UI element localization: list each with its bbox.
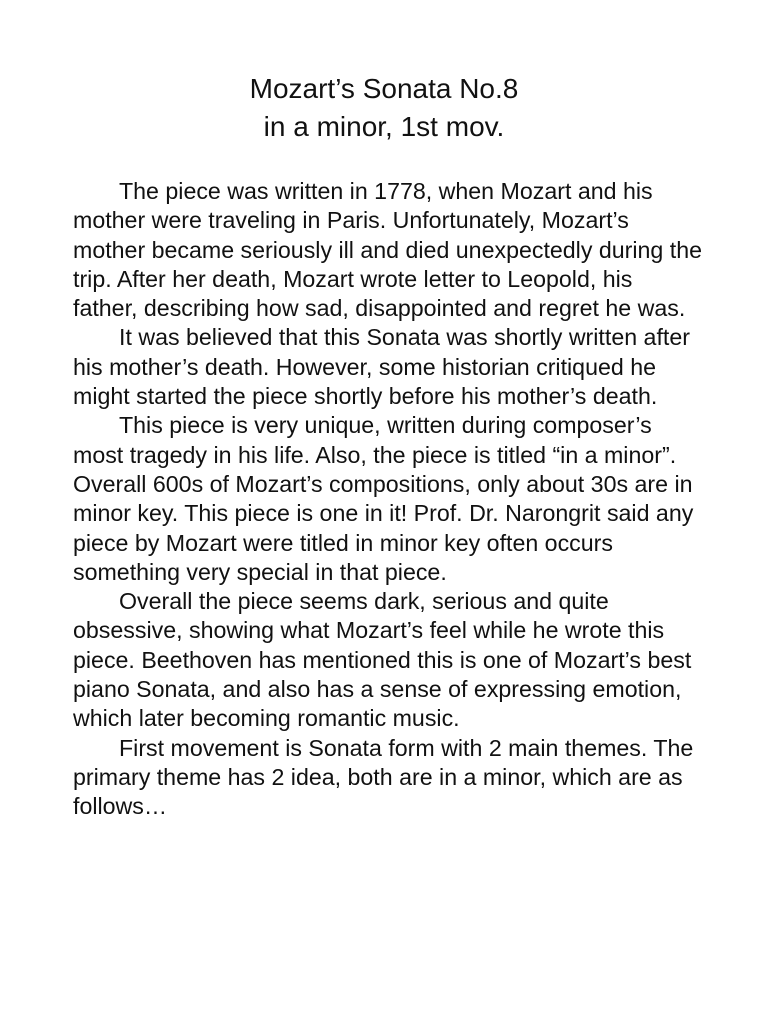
paragraph-character: Overall the piece seems dark, serious and quite obsessive, showing what Mozart’s feel while he wrote this piece. Beethoven has mentioned this is one of Mozart’s best piano Sonata, and also has a sense of expressing emotion, which later becoming romantic music. bbox=[73, 588, 692, 732]
paragraph-history: The piece was written in 1778, when Mozart and his mother were traveling in Paris. Unfortunately, Mozart’s mother became seriously ill and died unexpectedly during the trip. After her death, Mozart wrote letter to Leopold, his father, describing how sad, disappointed and regret he was. bbox=[73, 178, 703, 322]
paragraph-composition-date: It was believed that this Sonata was shortly written after his mother’s death. However, some historian critiqued he might started the piece shortly before his mother’s death. bbox=[73, 324, 690, 410]
paragraph-minor-key: This piece is very unique, written during composer’s most tragedy in his life. Also, the piece is titled “in a minor”. Overall 600s of Mozart’s compositions, only about 30s are in minor key. This piece is one in it! Prof. Dr. Narongrit said any piece by Mozart were titled in minor key often occurs something very special in that piece. bbox=[73, 412, 694, 585]
page-title bbox=[0, 70, 768, 146]
paragraph-form: First movement is Sonata form with 2 main themes. The primary theme has 2 idea, both are in a minor, which are as follows… bbox=[73, 734, 694, 820]
title-line-1: Mozart’s Sonata No.8 bbox=[249, 73, 519, 104]
body-text bbox=[73, 177, 703, 822]
title-line-2: in a minor, 1st mov. bbox=[263, 111, 505, 142]
